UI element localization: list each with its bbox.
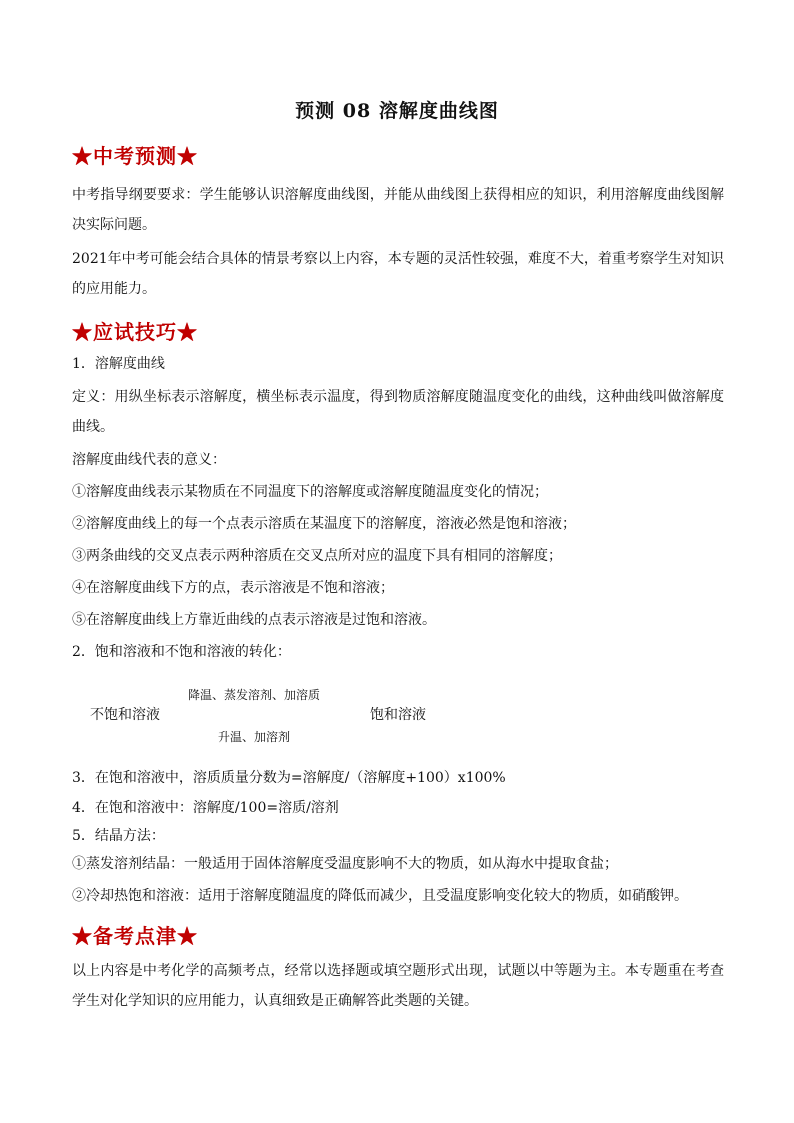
crystal-method-item: ①蒸发溶剂结晶：一般适用于固体溶解度受温度影响不大的物质，如从海水中提取食盐； <box>72 856 618 872</box>
meaning-item: ④在溶解度曲线下方的点，表示溶液是不饱和溶液； <box>72 580 394 596</box>
meaning-item: ①溶解度曲线表示某物质在不同温度下的溶解度或溶解度随温度变化的情况； <box>72 484 548 500</box>
meaning-item: ③两条曲线的交叉点表示两种溶质在交叉点所对应的温度下具有相同的溶解度； <box>72 548 562 564</box>
forecast-paragraph-1: 中考指导纲要要求：学生能够认识溶解度曲线图，并能从曲线图上获得相应的知识，利用溶解度曲线图解决实际问题。 <box>72 187 724 233</box>
conversion-diagram <box>72 680 572 750</box>
skills-meaning-title: 溶解度曲线代表的意义： <box>72 452 226 468</box>
section-heading-notes: ★备考点津★ <box>72 924 198 948</box>
backward-condition-label: 升温、加溶剂 <box>218 730 291 744</box>
meaning-item: ⑤在溶解度曲线上方靠近曲线的点表示溶液是过饱和溶液。 <box>72 612 436 628</box>
skills-item-1-title: 1．溶解度曲线 <box>72 356 165 372</box>
section-heading-forecast: ★中考预测★ <box>72 144 198 168</box>
unsaturated-solution-label: 不饱和溶液 <box>90 707 160 723</box>
skills-item-2-title: 2．饱和溶液和不饱和溶液的转化： <box>72 644 291 660</box>
skills-item-5-title: 5．结晶方法： <box>72 828 165 844</box>
skills-definition: 定义：用纵坐标表示溶解度，横坐标表示温度，得到物质溶解度随温度变化的曲线，这种曲线叫做溶解度曲线。 <box>72 389 724 435</box>
section-heading-skills: ★应试技巧★ <box>72 320 198 344</box>
notes-paragraph: 以上内容是中考化学的高频考点，经常以选择题或填空题形式出现，试题以中等题为主。本专题重在考查学生对化学知识的应用能力，认真细致是正确解答此类题的关键。 <box>72 963 724 1009</box>
saturated-solution-label: 饱和溶液 <box>370 707 426 723</box>
forward-condition-label: 降温、蒸发溶剂、加溶质 <box>188 688 321 702</box>
meaning-item: ②溶解度曲线上的每一个点表示溶质在某温度下的溶解度，溶液必然是饱和溶液； <box>72 516 576 532</box>
skills-item-3: 3．在饱和溶液中，溶质质量分数为=溶解度/（溶解度+100）x100% <box>72 770 506 786</box>
forecast-paragraph-2: 2021年中考可能会结合具体的情景考察以上内容，本专题的灵活性较强，难度不大，着重考察学生对知识的应用能力。 <box>72 251 724 297</box>
crystal-method-item: ②冷却热饱和溶液：适用于溶解度随温度的降低而减少，且受温度影响变化较大的物质，如硝酸钾。 <box>72 888 688 904</box>
page-title: 预测 08 溶解度曲线图 <box>295 100 499 122</box>
skills-item-4: 4．在饱和溶液中：溶解度/100=溶质/溶剂 <box>72 800 339 816</box>
